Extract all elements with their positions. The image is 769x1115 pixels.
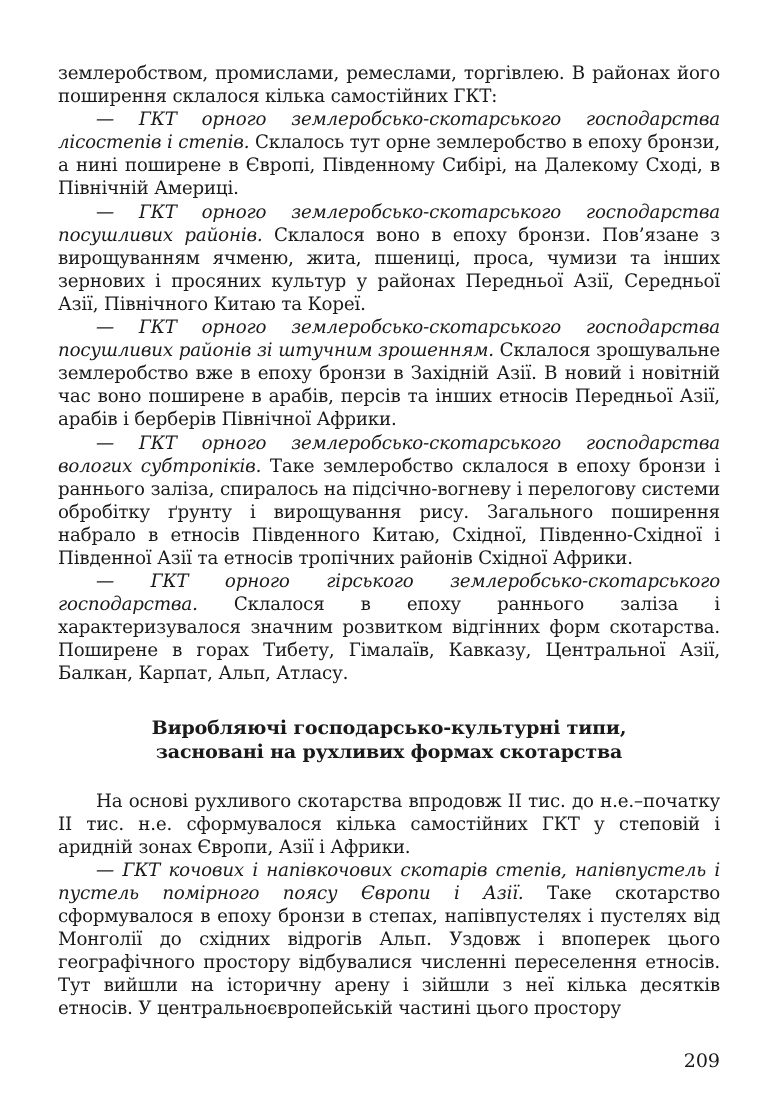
paragraph-8-text: Таке скотарство сформувалося в епоху бронзи в степах, напівпустелях і пустелях від Монголії до східних відрогів Альп. Уздовж і впоперек цього географічного простору відбувалися численні переселення етносів. Тут вийшли на історичну арену і зійшли з неї кілька десятків етносів. У центральноєвропейській частині цього простору (58, 882, 720, 1020)
paragraph-8-lead: — ГКТ кочових і напівкочових скотарів степів, напівпустель і пустель помірного поясу Європи і Азії. (58, 859, 720, 904)
paragraph-2 (58, 108, 720, 200)
section-heading-line-1: Виробляючі господарсько-культурні типи, (151, 716, 627, 739)
paragraph-1-text: землеробством, промислами, ремеслами, торгівлею. В районах його поширення склалося кілька самостійних ГКТ: (58, 63, 720, 108)
page-body (58, 62, 720, 1020)
section-heading-line-2: засновані на рухливих формах скотарства (155, 740, 623, 763)
paragraph-4-text: Склалося зрошувальне землеробство вже в епоху бронзи в Західній Азії. В новий і новітній час воно поширене в арабів, персів та інших етносів Передньої Азії, арабів і берберів Північної Африки. (58, 340, 720, 431)
paragraph-4-lead: — ГКТ орного землеробсько-скотарського господарства посушливих районів зі штучним зрошенням. (58, 317, 720, 362)
paragraph-5-text: Таке землеробство склалося в епоху бронзи і раннього заліза, спиралось на підсічно-вогневу і перелогову системи обробітку ґрунту і вирощування рису. Загального поширення набрало в етносів Південного Китаю, Східної, Південно-Східної і Південної Азії та етносів тропічних районів Східної Африки. (58, 455, 720, 569)
paragraph-4 (58, 316, 720, 431)
paragraph-1 (58, 62, 720, 108)
paragraph-8 (58, 859, 720, 1021)
paragraph-3-text: Склалося воно в епоху бронзи. Пов’язане з вирощуванням ячменю, жита, пшениці, проса, чумизи та інших зернових і просяних культур у районах Передньої Азії, Середньої Азії, Північного Китаю та Кореї. (58, 224, 720, 315)
section-heading (58, 716, 720, 764)
paragraph-2-text: Склалось тут орне землеробство в епоху бронзи, а нині поширене в Європі, Південному Сибірі, на Далекому Сході, в Північній Америці. (58, 132, 720, 200)
paragraph-6-lead: — ГКТ орного гірського землеробсько-скотарського господарства. (58, 571, 720, 616)
paragraph-7-text: На основі рухливого скотарства впродовж II тис. до н.е.–початку II тис. н.е. сформувалося кілька самостійних ГКТ у степовій і аридній зонах Європи, Азії і Африки. (58, 790, 720, 858)
paragraph-5-lead: — ГКТ орного землеробсько-скотарського господарства вологих субтропіків. (58, 432, 720, 477)
paragraph-3 (58, 201, 720, 316)
paragraph-2-lead: — ГКТ орного землеробсько-скотарського господарства лісостепів і степів. (58, 109, 720, 154)
paragraph-5 (58, 432, 720, 571)
paragraph-7 (58, 790, 720, 859)
paragraph-6-text: Склалося в епоху раннього заліза і характеризувалося значним розвитком відгінних форм скотарства. Поширене в горах Тибету, Гімалаїв, Кавказу, Центральної Азії, Балкан, Карпат, Альп, Атласу. (58, 594, 720, 685)
page-number: 209 (683, 1050, 720, 1072)
paragraph-6 (58, 570, 720, 685)
paragraph-3-lead: — ГКТ орного землеробсько-скотарського господарства посушливих районів. (58, 201, 720, 246)
